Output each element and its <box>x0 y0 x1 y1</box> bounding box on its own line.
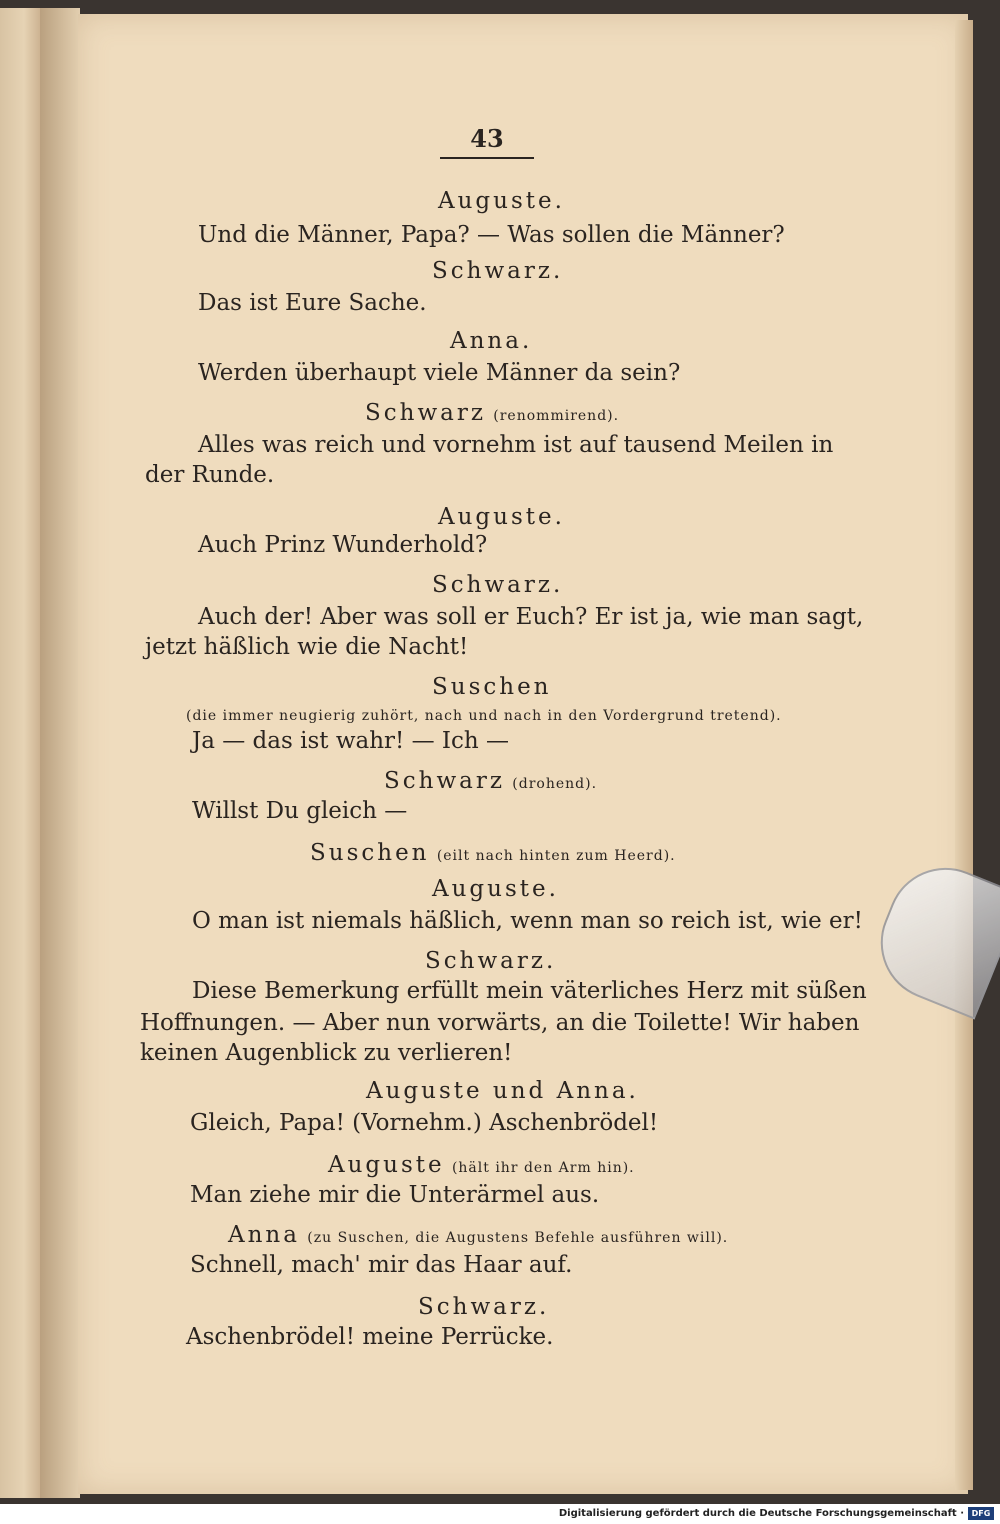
speaker-name: Auguste <box>328 1152 445 1178</box>
speaker-name: Auguste. <box>438 188 565 214</box>
speaker-cue <box>328 1150 635 1183</box>
page-number-rule <box>440 157 534 159</box>
speaker-cue <box>228 1220 728 1253</box>
speaker-cue <box>384 766 597 799</box>
speaker-name: Anna. <box>450 328 533 354</box>
speaker-name: Auguste. <box>438 504 565 530</box>
dialogue-line: Diese Bemerkung erfüllt mein väterliches Herz mit süßen <box>192 978 867 1004</box>
dfg-logo: DFG <box>968 1507 994 1520</box>
stage-direction: (drohend). <box>512 776 598 792</box>
speaker-name: Auguste und Anna. <box>366 1078 639 1104</box>
dialogue-line: der Runde. <box>145 462 275 488</box>
speaker-cue <box>365 398 619 431</box>
speaker-name: Auguste. <box>432 876 559 902</box>
footer-credit: Digitalisierung gefördert durch die Deutsche Forschungsgemeinschaft · <box>558 1508 964 1519</box>
speaker-name: Schwarz. <box>432 572 564 598</box>
dialogue-line: Alles was reich und vornehm ist auf tausend Meilen in <box>198 432 834 458</box>
speaker-name: Schwarz. <box>418 1294 550 1320</box>
speaker-name: Schwarz. <box>432 258 564 284</box>
dialogue-line: O man ist niemals häßlich, wenn man so reich ist, wie er! <box>192 908 863 934</box>
stage-direction: (renommirend). <box>493 408 620 424</box>
dialogue-line: keinen Augenblick zu verlieren! <box>140 1040 513 1066</box>
stage-direction: (hält ihr den Arm hin). <box>451 1160 635 1176</box>
speaker-name: Suschen <box>310 840 430 866</box>
speaker-name: Suschen <box>432 674 552 700</box>
dialogue-line: Ja — das ist wahr! — Ich — <box>192 728 509 754</box>
dialogue-line: Aschenbrödel! meine Perrücke. <box>186 1324 554 1350</box>
stage-direction: (eilt nach hinten zum Heerd). <box>436 848 676 864</box>
page-number: 43 <box>470 124 504 153</box>
dialogue-line: Und die Männer, Papa? — Was sollen die Männer? <box>198 222 785 248</box>
speaker-name: Anna <box>228 1222 300 1248</box>
stage-direction: (die immer neugierig zuhört, nach und nach in den Vordergrund tretend). <box>186 708 782 724</box>
dialogue-line: Gleich, Papa! (Vornehm.) Aschenbrödel! <box>190 1110 659 1136</box>
speaker-name: Schwarz <box>384 768 505 794</box>
speaker-name: Schwarz. <box>425 948 557 974</box>
stage-direction: (zu Suschen, die Augustens Befehle ausführen will). <box>307 1230 729 1246</box>
dialogue-line: jetzt häßlich wie die Nacht! <box>145 634 469 660</box>
dialogue-line: Werden überhaupt viele Männer da sein? <box>198 360 681 386</box>
dialogue-line: Auch Prinz Wunderhold? <box>198 532 488 558</box>
dialogue-line: Willst Du gleich — <box>192 798 408 824</box>
dialogue-line: Auch der! Aber was soll er Euch? Er ist ja, wie man sagt, <box>198 604 864 630</box>
speaker-cue <box>310 838 676 871</box>
dialogue-line: Man ziehe mir die Unterärmel aus. <box>190 1182 600 1208</box>
dialogue-line: Schnell, mach' mir das Haar auf. <box>190 1252 573 1278</box>
dialogue-line: Hoffnungen. — Aber nun vorwärts, an die Toilette! Wir haben <box>140 1010 860 1036</box>
speaker-name: Schwarz <box>365 400 486 426</box>
dialogue-line: Das ist Eure Sache. <box>198 290 427 316</box>
